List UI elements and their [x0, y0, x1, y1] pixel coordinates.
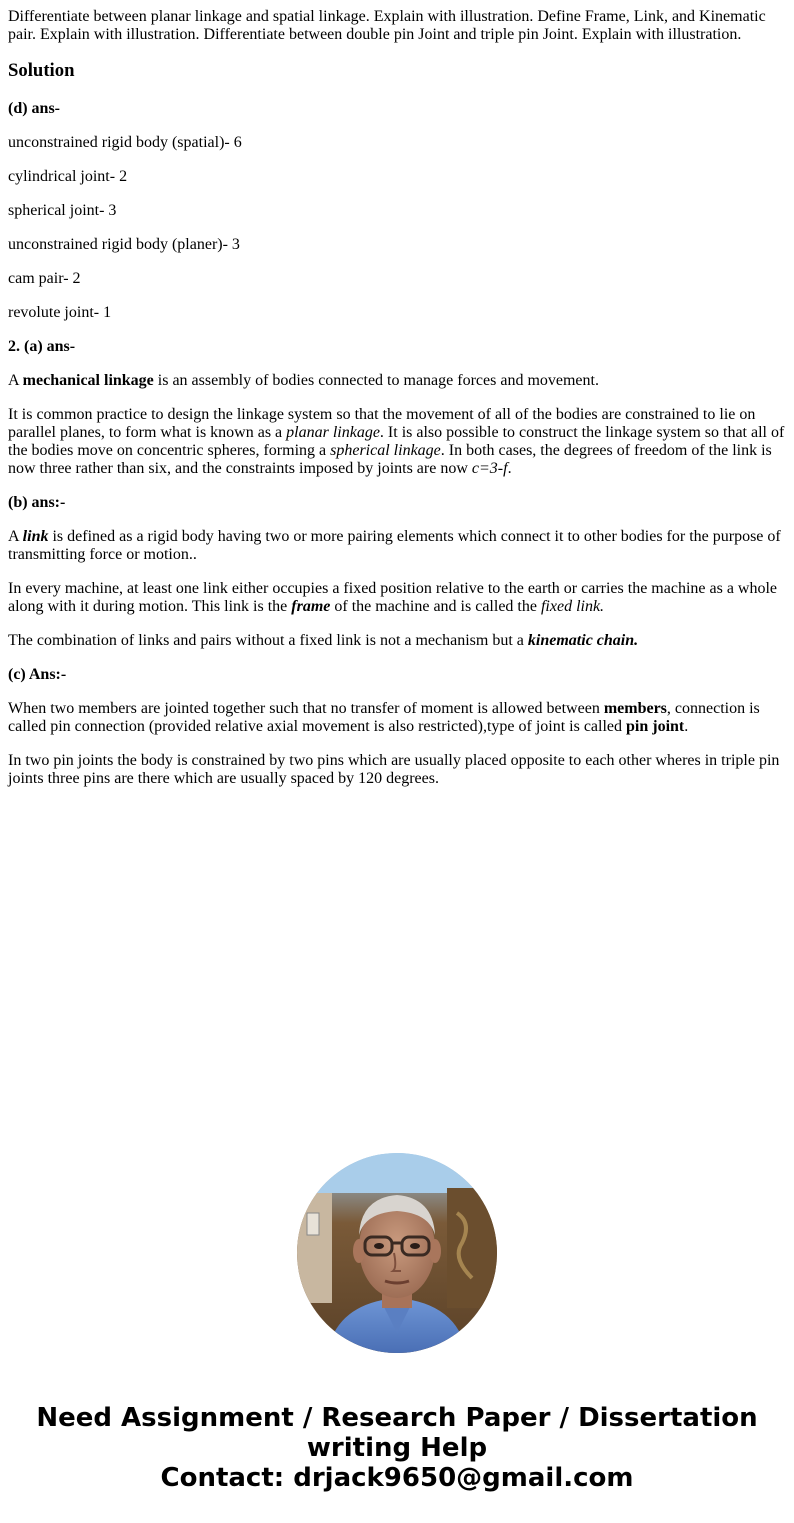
part-d-item: spherical joint- 3	[8, 202, 117, 219]
part-d-heading: (d) ans-	[8, 100, 61, 117]
author-avatar	[297, 1153, 497, 1353]
part-d-item: unconstrained rigid body (spatial)- 6	[8, 134, 242, 151]
part-2a-heading: 2. (a) ans-	[8, 338, 76, 355]
question-text: Differentiate between planar linkage and spatial linkage. Explain with illustration. Define Frame, Link, and Kinematic pair. Explain with illustration. Differentiate between double pin Joint and triple pin Joint. Explain with illustration.	[8, 8, 766, 43]
part-d-item: unconstrained rigid body (planer)- 3	[8, 236, 240, 253]
part-b-paragraph: The combination of links and pairs without a fixed link is not a mechanism but a kinematic chain.	[8, 632, 639, 649]
solution-document	[8, 8, 786, 804]
part-d-item: revolute joint- 1	[8, 304, 112, 321]
part-b-paragraph: A link is defined as a rigid body having two or more pairing elements which connect it to other bodies for the purpose of transmitting force or motion..	[8, 528, 781, 563]
part-2a-paragraph: It is common practice to design the linkage system so that the movement of all of the bodies are constrained to lie on parallel planes, to form what is known as a planar linkage. It is also possible to construct the linkage system so that all of the bodies move on concentric spheres, forming a spherical linkage. In both cases, the degrees of freedom of the link is now three rather than six, and the constraints imposed by joints are now c=3-f.	[8, 406, 785, 477]
footer-line: Need Assignment / Research Paper / Dissertation	[36, 1403, 758, 1433]
part-d-item: cam pair- 2	[8, 270, 81, 287]
footer-line: writing Help	[306, 1433, 488, 1463]
author-portrait-photo	[297, 1153, 497, 1353]
part-d-item: cylindrical joint- 2	[8, 168, 128, 185]
part-2a-paragraph: A mechanical linkage is an assembly of bodies connected to manage forces and movement.	[8, 372, 599, 389]
part-b-heading: (b) ans:-	[8, 494, 66, 511]
footer-contact: Contact: drjack9650@gmail.com	[160, 1463, 634, 1493]
part-c-paragraph: When two members are jointed together such that no transfer of moment is allowed between members, connection is called pin connection (provided relative axial movement is also restricted),type of joint is called pin joint.	[8, 700, 760, 735]
part-b-paragraph: In every machine, at least one link either occupies a fixed position relative to the earth or carries the machine as a whole along with it during motion. This link is the frame of the machine and is called the fixed link.	[8, 580, 778, 615]
footer-advertisement	[0, 1403, 794, 1493]
part-c-paragraph: In two pin joints the body is constrained by two pins which are usually placed opposite to each other wheres in triple pin joints three pins are there which are usually spaced by 120 degrees.	[8, 752, 780, 787]
solution-heading: Solution	[8, 60, 75, 81]
part-c-heading: (c) Ans:-	[8, 666, 67, 683]
